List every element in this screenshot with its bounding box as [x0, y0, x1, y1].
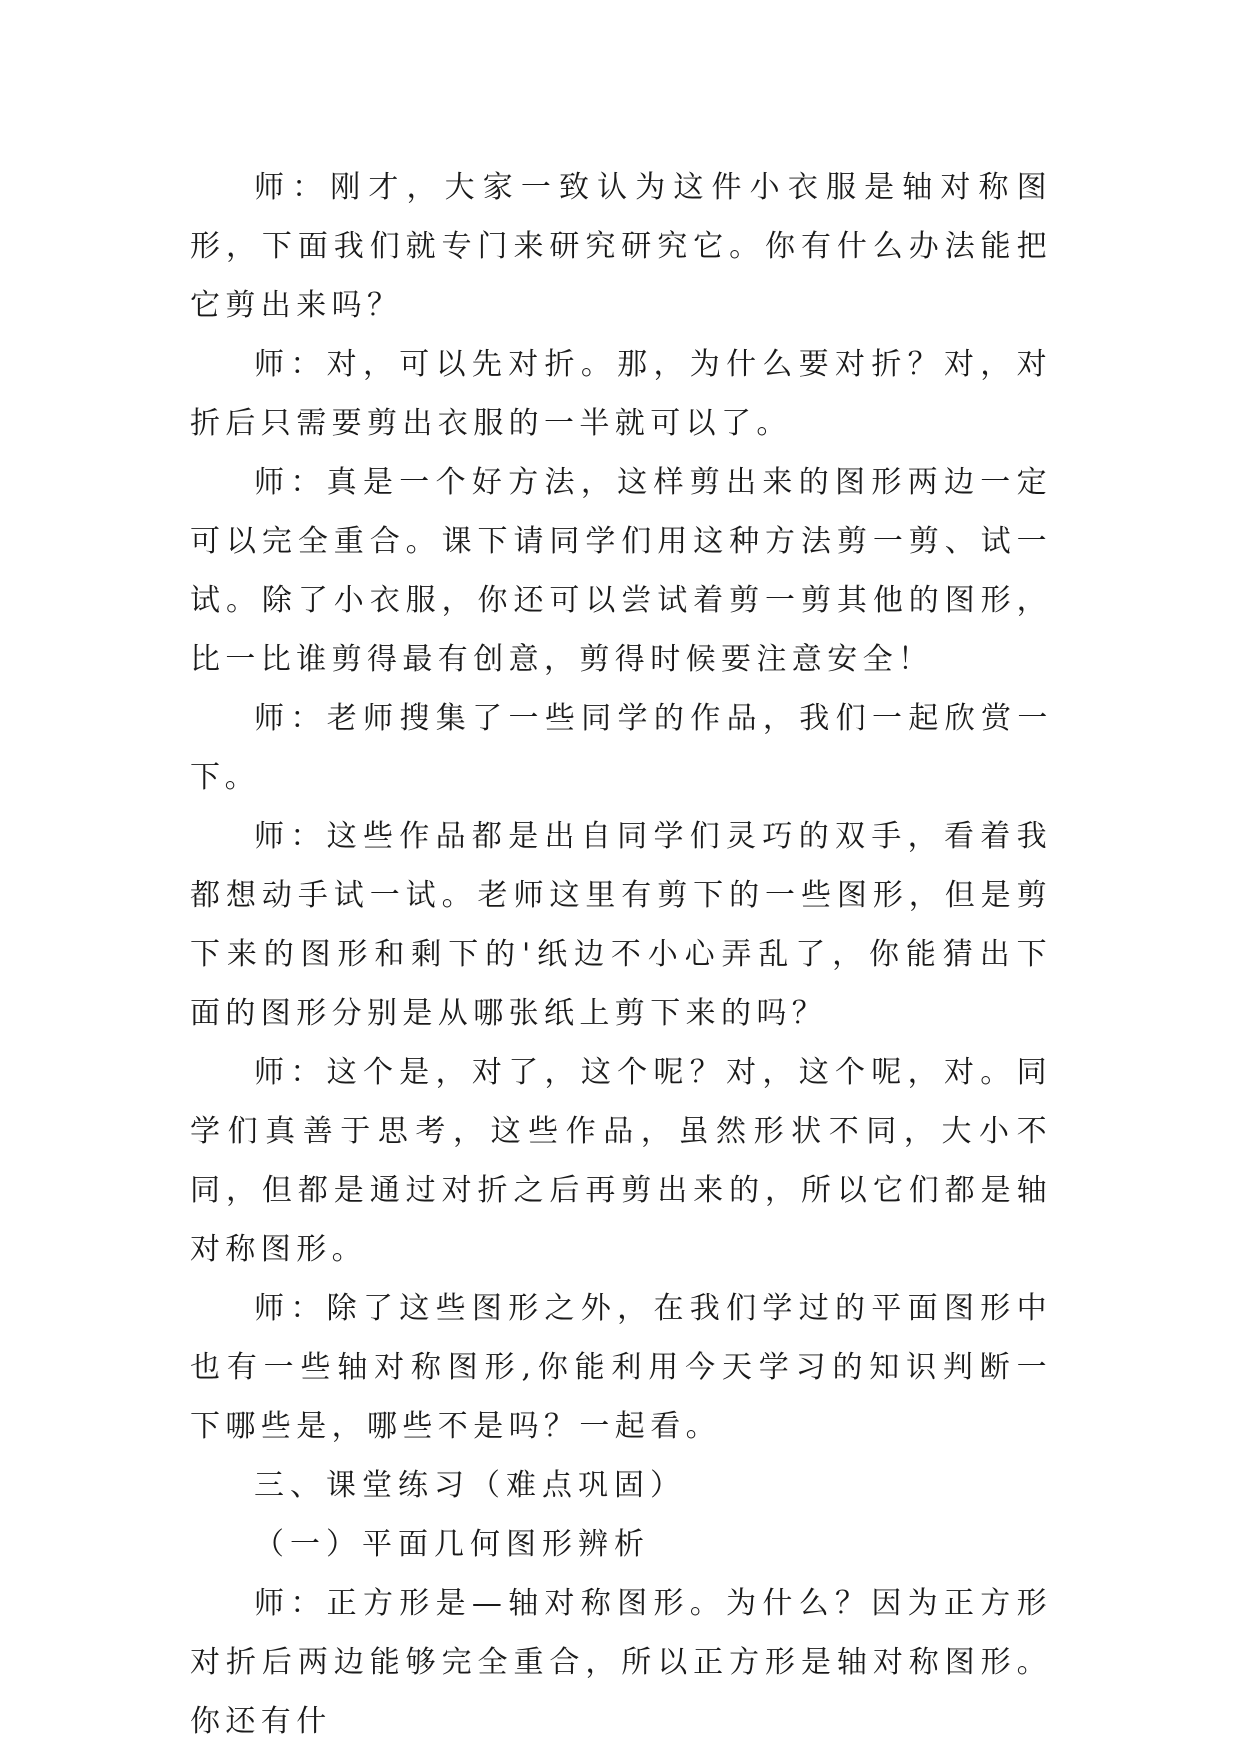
- section-heading: 三、课堂练习（难点巩固）: [254, 1468, 686, 1503]
- paragraph: 师：刚才，大家一致认为这件小衣服是轴对称图形，下面我们就专门来研究研究它。你有什么办法能把它剪出来吗？: [190, 170, 1052, 323]
- paragraph: 师：这个是，对了，这个呢？对，这个呢，对。同学们真善于思考，这些作品，虽然形状不同，大小不同，但都是通过对折之后再剪出来的，所以它们都是轴对称图形。: [190, 1055, 1052, 1267]
- paragraph: 师：正方形是—轴对称图形。为什么？因为正方形对折后两边能够完全重合，所以正方形是轴对称图形。你还有什: [190, 1586, 1052, 1739]
- subsection-heading: （一）平面几何图形辨析: [254, 1527, 650, 1562]
- paragraph: 师：老师搜集了一些同学的作品，我们一起欣赏一下。: [190, 701, 1052, 795]
- paragraph: 师：除了这些图形之外，在我们学过的平面图形中也有一些轴对称图形,你能利用今天学习的知识判断一下哪些是，哪些不是吗？一起看。: [190, 1291, 1052, 1444]
- paragraph: 师：真是一个好方法，这样剪出来的图形两边一定可以完全重合。课下请同学们用这种方法剪一剪、试一试。除了小衣服，你还可以尝试着剪一剪其他的图形，比一比谁剪得最有创意，剪得时候要注意安全！: [190, 465, 1052, 677]
- document-body: [190, 158, 1052, 1751]
- paragraph: 师：这些作品都是出自同学们灵巧的双手，看着我都想动手试一试。老师这里有剪下的一些图形，但是剪下来的图形和剩下的'纸边不小心弄乱了，你能猜出下面的图形分别是从哪张纸上剪下来的吗？: [190, 819, 1052, 1031]
- paragraph: 师：对，可以先对折。那，为什么要对折？对，对折后只需要剪出衣服的一半就可以了。: [190, 347, 1052, 441]
